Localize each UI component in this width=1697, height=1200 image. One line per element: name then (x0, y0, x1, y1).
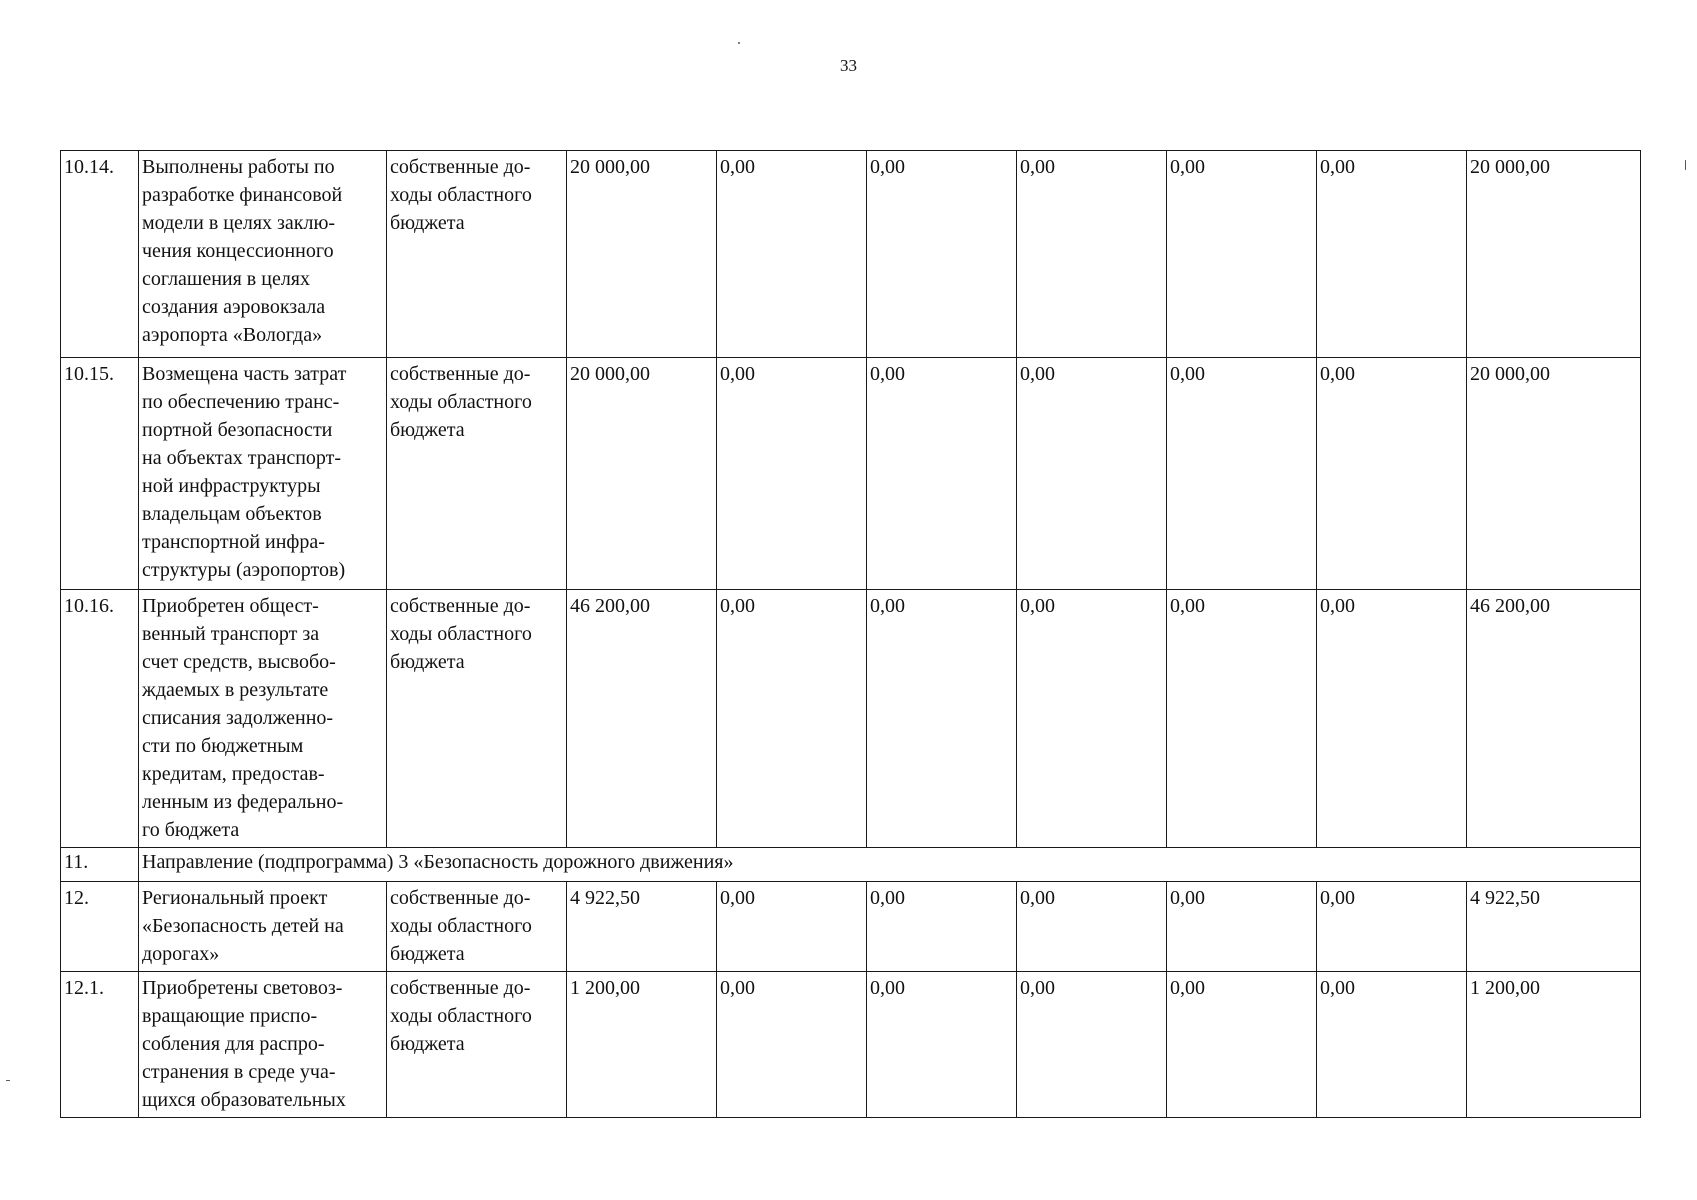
table-row (61, 882, 1641, 972)
row-value: 0,00 (1167, 151, 1317, 358)
row-value: 20 000,00 (567, 358, 717, 590)
row-description: Возмещена часть затрат по обеспечению транс- портной безопасности на объектах транспорт- ной инфраструктуры владельцам объектов транспортной инфра- структуры (аэропортов) (139, 358, 387, 590)
row-number: 10.16. (61, 590, 139, 848)
row-description: Региональный проект «Безопасность детей на дорогах» (139, 882, 387, 972)
row-funding-source: собственные до- ходы областного бюджета (387, 358, 567, 590)
row-number: 10.14. (61, 151, 139, 358)
row-number: 12. (61, 882, 139, 972)
table-row (61, 151, 1641, 358)
row-value: 0,00 (1317, 972, 1467, 1118)
row-value: 0,00 (867, 590, 1017, 848)
row-total: 4 922,50 (1467, 882, 1641, 972)
row-value: 0,00 (717, 590, 867, 848)
budget-table (60, 150, 1641, 1118)
row-value: 20 000,00 (567, 151, 717, 358)
row-value: 0,00 (717, 972, 867, 1118)
row-funding-source: собственные до- ходы областного бюджета (387, 972, 567, 1118)
row-total: 1 200,00 (1467, 972, 1641, 1118)
row-value: 0,00 (1167, 882, 1317, 972)
row-value: 0,00 (1167, 972, 1317, 1118)
row-number: 10.15. (61, 358, 139, 590)
row-value: 0,00 (717, 151, 867, 358)
row-value: 0,00 (1017, 972, 1167, 1118)
row-value: 0,00 (867, 972, 1017, 1118)
row-value: 0,00 (867, 151, 1017, 358)
row-funding-source: собственные до- ходы областного бюджета (387, 151, 567, 358)
row-description: Выполнены работы по разработке финансовой модели в целях заклю- чения концессионного соглашения в целях создания аэровокзала аэропорта «Вологда» (139, 151, 387, 358)
table-row (61, 358, 1641, 590)
table-row (61, 590, 1641, 848)
row-value: 4 922,50 (567, 882, 717, 972)
row-total: 20 000,00 (1467, 151, 1641, 358)
row-number: 12.1. (61, 972, 139, 1118)
row-total: 20 000,00 (1467, 358, 1641, 590)
row-value: 0,00 (1017, 358, 1167, 590)
row-value: 0,00 (1317, 358, 1467, 590)
row-value: 0,00 (1017, 590, 1167, 848)
page-number: 33 (840, 56, 857, 75)
row-value: 0,00 (1167, 358, 1317, 590)
row-value: 0,00 (1017, 151, 1167, 358)
row-description: Приобретен общест- венный транспорт за счет средств, высвобо- ждаемых в результате списания задолженно- сти по бюджетным кредитам, предостав- ленным из федерально- го бюджета (139, 590, 387, 848)
row-value: 0,00 (1317, 882, 1467, 972)
row-funding-source: собственные до- ходы областного бюджета (387, 882, 567, 972)
row-value: 46 200,00 (567, 590, 717, 848)
scan-speck (6, 1080, 10, 1081)
row-number: 11. (61, 848, 139, 882)
row-value: 0,00 (717, 882, 867, 972)
section-row (61, 848, 1641, 882)
row-value: 0,00 (1317, 590, 1467, 848)
row-value: 0,00 (1167, 590, 1317, 848)
scan-speck (738, 42, 740, 44)
row-value: 0,00 (867, 882, 1017, 972)
table-row (61, 972, 1641, 1118)
row-value: 0,00 (717, 358, 867, 590)
row-value: 0,00 (1017, 882, 1167, 972)
row-total: 46 200,00 (1467, 590, 1641, 848)
row-value: 0,00 (867, 358, 1017, 590)
row-description: Приобретены световоз- вращающие приспо- собления для распро- странения в среде уча- щихся образовательных (139, 972, 387, 1118)
row-value: 0,00 (1317, 151, 1467, 358)
row-value: 1 200,00 (567, 972, 717, 1118)
section-title: Направление (подпрограмма) 3 «Безопасность дорожного движения» (139, 848, 1641, 882)
scan-speck (1685, 160, 1686, 170)
row-funding-source: собственные до- ходы областного бюджета (387, 590, 567, 848)
